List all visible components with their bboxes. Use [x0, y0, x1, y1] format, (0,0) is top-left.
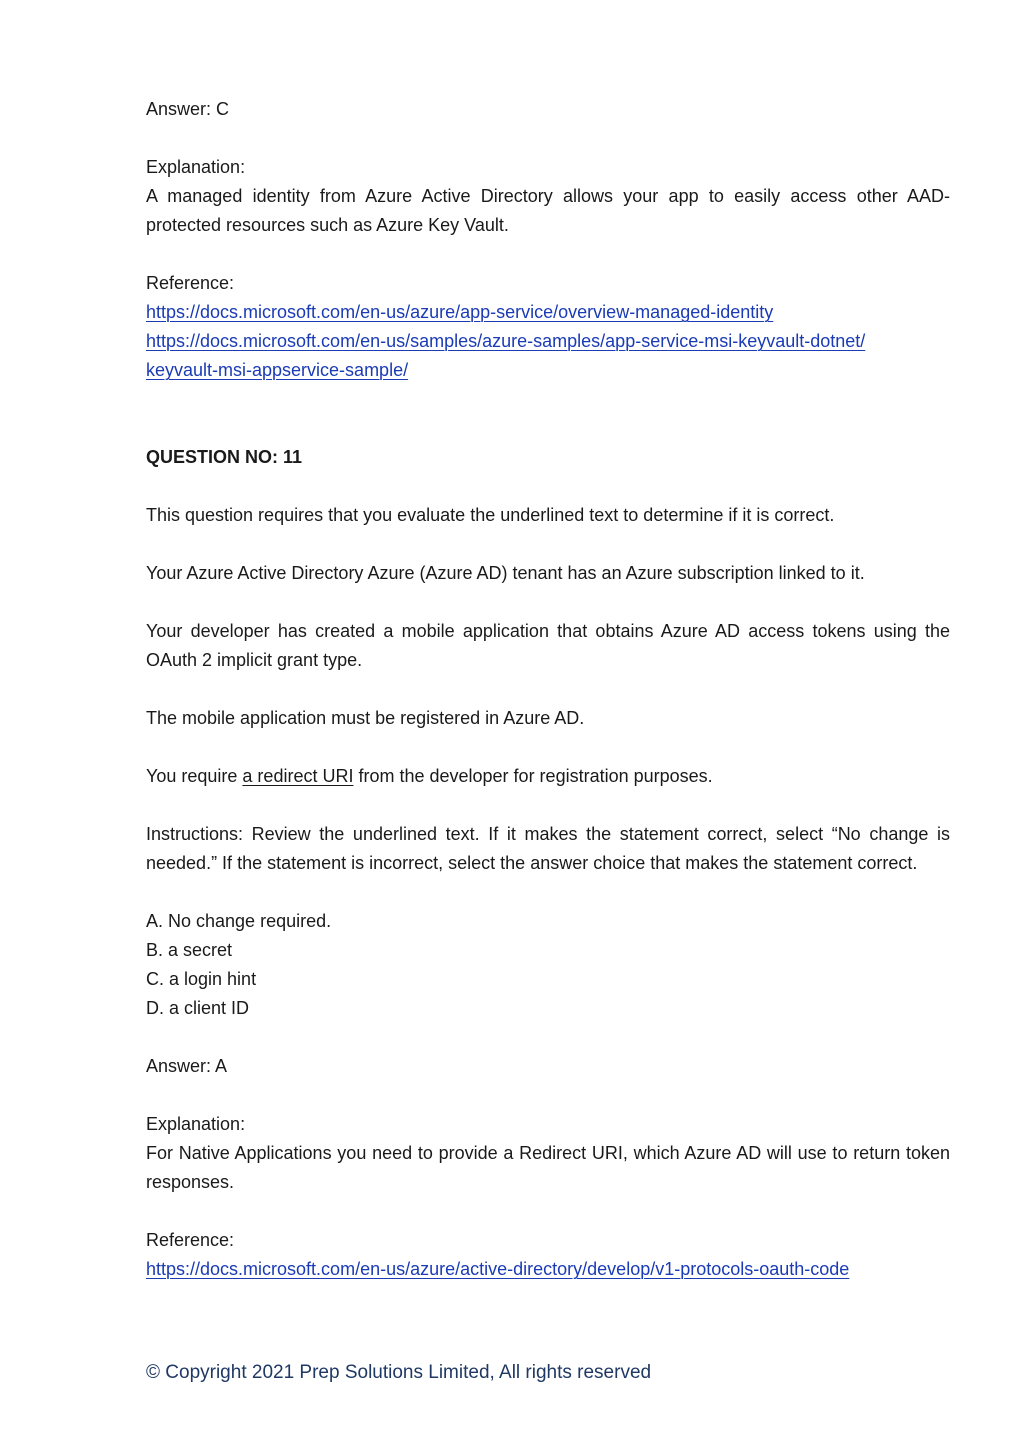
- underlined-statement: a redirect URI: [242, 766, 354, 786]
- question-paragraph-2: Your developer has created a mobile application that obtains Azure AD access tokens using the OAuth 2 implicit grant type.: [146, 621, 950, 670]
- question-reference-link[interactable]: https://docs.microsoft.com/en-us/azure/active-directory/develop/v1-protocols-oauth-code: [146, 1259, 850, 1279]
- question-answer: Answer: A: [146, 1056, 228, 1076]
- question-explanation-text: For Native Applications you need to provide a Redirect URI, which Azure AD will use to return token responses.: [146, 1143, 950, 1192]
- previous-answer: Answer: C: [146, 99, 230, 119]
- question-reference-label: Reference:: [146, 1230, 235, 1250]
- question-heading: QUESTION NO: 11: [146, 447, 303, 467]
- copyright-footer: © Copyright 2021 Prep Solutions Limited, All rights reserved: [146, 1362, 652, 1383]
- option-b: B. a secret: [146, 940, 233, 960]
- previous-reference-link-2[interactable]: https://docs.microsoft.com/en-us/samples/azure-samples/app-service-msi-keyvault-dotnet/keyvault-msi-appservice-sample/: [146, 331, 866, 380]
- document-page: [146, 95, 950, 1284]
- previous-explanation-label: Explanation:: [146, 157, 246, 177]
- question-paragraph-3: The mobile application must be registered in Azure AD.: [146, 708, 585, 728]
- option-c: C. a login hint: [146, 969, 257, 989]
- question-paragraph-1: Your Azure Active Directory Azure (Azure AD) tenant has an Azure subscription linked to it.: [146, 563, 865, 583]
- option-a: A. No change required.: [146, 911, 332, 931]
- question-paragraph-4: [146, 762, 950, 791]
- previous-explanation-text: A managed identity from Azure Active Directory allows your app to easily access other AAD-protected resources such as Azure Key Vault.: [146, 186, 950, 235]
- previous-reference-label: Reference:: [146, 273, 235, 293]
- question-instructions: Instructions: Review the underlined text. If it makes the statement correct, select “No change is needed.” If the statement is incorrect, select the answer choice that makes the statement correct.: [146, 824, 950, 873]
- option-d: D. a client ID: [146, 998, 250, 1018]
- question-intro: This question requires that you evaluate the underlined text to determine if it is correct.: [146, 505, 835, 525]
- question-explanation-label: Explanation:: [146, 1114, 246, 1134]
- previous-reference-link-1[interactable]: https://docs.microsoft.com/en-us/azure/app-service/overview-managed-identity: [146, 302, 774, 322]
- question-p4-before: You require: [146, 766, 243, 786]
- question-p4-after: from the developer for registration purposes.: [353, 766, 713, 786]
